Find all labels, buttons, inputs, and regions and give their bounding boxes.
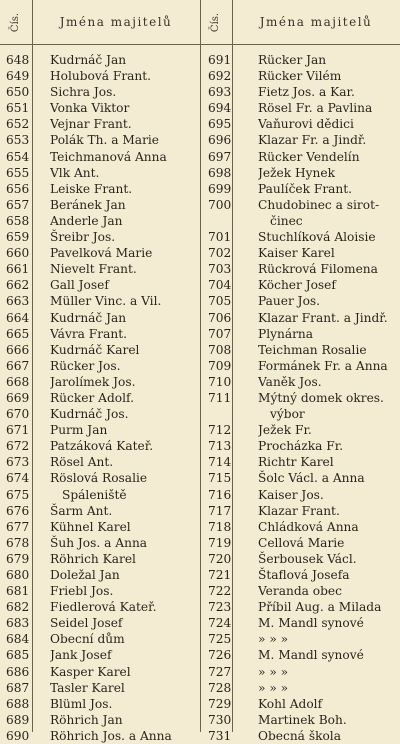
header-owners-left: Jména majitelů [59, 15, 173, 29]
owner-name-right: Ježek Fr. [258, 423, 312, 438]
owner-name-left: Spáleniště [62, 487, 127, 502]
lot-number-left: 662 [6, 278, 30, 293]
owner-name-right: Rücker Vilém [258, 69, 342, 84]
lot-number-right: 698 [208, 165, 232, 180]
header-number-right: Čís. [210, 12, 222, 32]
lot-number-left: 667 [6, 358, 30, 373]
lot-number-right: 725 [208, 632, 232, 647]
owner-name-left: Purm Jan [50, 423, 108, 438]
owner-name-left: Kühnel Karel [50, 519, 131, 534]
lot-number-left: 672 [6, 439, 30, 454]
owner-name-right: Chudobinec a sirot- [258, 197, 380, 212]
lot-number-right: 719 [208, 535, 232, 550]
owner-name-left: Röhrich Karel [50, 551, 136, 566]
owner-name-left: Rücker Adolf. [50, 390, 134, 405]
lot-number-left: 681 [6, 584, 30, 599]
header-number-left: Čís. [10, 12, 22, 32]
table-row [0, 680, 400, 696]
owner-name-left: Patzáková Kateř. [50, 439, 154, 454]
lot-number-left: 666 [6, 342, 30, 357]
lot-number-right: 726 [208, 648, 232, 663]
owner-name-left: Nievelt Frant. [50, 262, 137, 277]
owner-name-right: Kohl Adolf [258, 696, 323, 711]
owner-name-left: Sichra Jos. [50, 85, 117, 100]
owner-name-left: Jank Josef [50, 648, 112, 663]
owner-name-left: Kudrnáč Jos. [50, 407, 129, 422]
lot-number-right: 692 [208, 69, 232, 84]
lot-number-right: 731 [208, 728, 232, 743]
owner-name-left: Vávra Frant. [50, 326, 127, 341]
owner-name-right: Rücker Vendelín [258, 149, 360, 164]
lot-number-right: 708 [208, 342, 232, 357]
owner-name-right: Příbil Aug. a Milada [258, 600, 382, 615]
lot-number-left: 650 [6, 85, 30, 100]
lot-number-right: 714 [208, 455, 232, 470]
table-row [0, 438, 400, 454]
owner-name-right: » » » [258, 632, 289, 647]
lot-number-right: 712 [208, 423, 232, 438]
lot-number-right: 694 [208, 101, 232, 116]
lot-number-left: 679 [6, 551, 30, 566]
lot-number-right: 703 [208, 262, 232, 277]
lot-number-left: 653 [6, 133, 30, 148]
owner-name-right: Martinek Boh. [258, 712, 347, 727]
owner-name-left: Friebl Jos. [50, 584, 114, 599]
table-row [0, 229, 400, 245]
owner-name-left: Beránek Jan [50, 197, 126, 212]
owner-name-right: Veranda obec [258, 584, 342, 599]
owner-name-right: Kaiser Jos. [258, 487, 324, 502]
lot-number-right: 707 [208, 326, 232, 341]
owner-name-right: Teichman Rosalie [258, 342, 367, 357]
lot-number-left: 676 [6, 503, 30, 518]
lot-number-right: 720 [208, 551, 232, 566]
owner-name-left: Gall Josef [50, 278, 109, 293]
table-row [0, 132, 400, 148]
owner-name-right: » » » [258, 680, 289, 695]
lot-number-left: 674 [6, 471, 30, 486]
lot-number-right: 693 [208, 85, 232, 100]
lot-number-right: 724 [208, 616, 232, 631]
lot-number-left: 687 [6, 680, 30, 695]
owner-name-left: Polák Th. a Marie [50, 133, 160, 148]
lot-number-right: 701 [208, 230, 232, 245]
lot-number-left: 663 [6, 294, 30, 309]
owner-name-right: Procházka Fr. [258, 439, 344, 454]
table-row [0, 213, 400, 229]
table-row [0, 165, 400, 181]
table-row [0, 454, 400, 470]
owner-name-left: Pavelková Marie [50, 246, 153, 261]
owner-name-right: Vaňurovi dědici [258, 117, 354, 132]
table-row [0, 116, 400, 132]
owner-name-left: Röhrich Jos. a Anna [50, 728, 172, 743]
owner-name-left: Kudrnáč Jan [50, 310, 127, 325]
table-row [0, 197, 400, 213]
owner-name-right: Paulíček Frant. [258, 181, 353, 196]
owner-list [0, 52, 400, 744]
owner-name-right: Šolc Václ. a Anna [258, 471, 365, 486]
owner-name-right: Richtr Karel [258, 455, 334, 470]
table-row [0, 696, 400, 712]
owner-name-right: činec [270, 213, 303, 228]
table-row [0, 631, 400, 647]
owner-name-left: Vonka Viktor [50, 101, 130, 116]
lot-number-right: 691 [208, 53, 232, 67]
owner-name-right: Stuchlíková Aloisie [258, 230, 376, 245]
owner-name-left: Vejnar Frant. [50, 117, 132, 132]
owner-name-right: Vaněk Jos. [258, 374, 322, 389]
lot-number-left: 660 [6, 246, 30, 261]
table-row [0, 535, 400, 551]
owner-name-left: Tasler Karel [50, 680, 125, 695]
table-row [0, 615, 400, 631]
table-row [0, 358, 400, 374]
owner-name-right: Formánek Fr. a Anna [258, 358, 388, 373]
table-row [0, 567, 400, 583]
lot-number-left: 673 [6, 455, 30, 470]
lot-number-right: 713 [208, 439, 232, 454]
table-row [0, 293, 400, 309]
lot-number-left: 684 [6, 632, 30, 647]
lot-number-right: 709 [208, 358, 232, 373]
lot-number-right: 704 [208, 278, 232, 293]
owner-name-right: Klazar Frant. a Jindř. [258, 310, 388, 325]
lot-number-right: 729 [208, 696, 232, 711]
lot-number-left: 659 [6, 230, 30, 245]
table-row [0, 261, 400, 277]
owner-name-right: Klazar Frant. [258, 503, 340, 518]
owner-name-right: výbor [270, 407, 305, 422]
lot-number-left: 665 [6, 326, 30, 341]
owner-name-right: Štaflová Josefa [258, 568, 350, 582]
lot-number-left: 669 [6, 390, 30, 405]
lot-number-left: 657 [6, 197, 30, 212]
table-row [0, 599, 400, 615]
owner-name-right: M. Mandl synové [258, 616, 364, 631]
lot-number-left: 680 [6, 568, 30, 582]
lot-number-left: 685 [6, 648, 30, 663]
table-row [0, 326, 400, 342]
table-row [0, 245, 400, 261]
table-row [0, 728, 400, 744]
owner-name-left: Vlk Ant. [50, 165, 100, 180]
owner-name-left: Blüml Jos. [50, 696, 113, 711]
lot-number-right: 695 [208, 117, 232, 132]
owner-name-left: Šarm Ant. [50, 503, 113, 518]
table-row [0, 277, 400, 293]
table-row [0, 422, 400, 438]
lot-number-left: 648 [6, 53, 30, 67]
owner-name-left: Šuh Jos. a Anna [50, 535, 148, 550]
lot-number-right: 717 [208, 503, 232, 518]
owner-name-left: Röslová Rosalie [50, 471, 148, 486]
lot-number-left: 682 [6, 600, 30, 615]
table-row [0, 470, 400, 486]
table-row [0, 310, 400, 326]
owner-name-right: M. Mandl synové [258, 648, 364, 663]
table-row [0, 583, 400, 599]
owner-name-left: Anderle Jan [50, 213, 123, 228]
owner-name-right: Rösel Fr. a Pavlina [258, 101, 373, 116]
table-row [0, 374, 400, 390]
owner-name-left: Holubová Frant. [50, 69, 152, 84]
owner-name-left: Rücker Jos. [50, 358, 121, 373]
lot-number-left: 683 [6, 616, 30, 631]
table-row [0, 100, 400, 116]
lot-number-left: 651 [6, 101, 30, 116]
table-row [0, 342, 400, 358]
table-row [0, 519, 400, 535]
lot-number-right: 730 [208, 712, 232, 727]
lot-number-left: 686 [6, 664, 30, 679]
owner-name-right: Chládková Anna [258, 519, 359, 534]
owner-name-right: Obecná škola [258, 728, 341, 743]
lot-number-left: 675 [6, 487, 30, 502]
header-owners-right: Jména majitelů [259, 15, 373, 29]
lot-number-left: 664 [6, 310, 30, 325]
owner-name-right: Cellová Marie [258, 535, 345, 550]
lot-number-left: 652 [6, 117, 30, 132]
lot-number-left: 668 [6, 374, 30, 389]
table-row [0, 52, 400, 68]
lot-number-right: 722 [208, 584, 232, 599]
owner-name-left: Rösel Ant. [50, 455, 114, 470]
lot-number-left: 690 [6, 728, 30, 743]
lot-number-right: 702 [208, 246, 232, 261]
lot-number-right: 705 [208, 294, 232, 309]
lot-number-right: 723 [208, 600, 232, 615]
owner-name-right: » » » [258, 664, 289, 679]
table-row [0, 181, 400, 197]
lot-number-right: 718 [208, 519, 232, 534]
owner-name-right: Pauer Jos. [258, 294, 321, 309]
lot-number-right: 699 [208, 181, 232, 196]
owner-name-right: Rückrová Filomena [258, 262, 378, 277]
lot-number-right: 710 [208, 374, 232, 389]
owner-name-left: Röhrich Jan [50, 712, 123, 727]
table-row [0, 664, 400, 680]
table-row [0, 503, 400, 519]
lot-number-right: 715 [208, 471, 232, 486]
owner-name-left: Teichmanová Anna [50, 149, 167, 164]
owner-name-right: Ježek Hynek [258, 165, 335, 180]
lot-number-right: 721 [208, 568, 232, 582]
owner-name-right: Fietz Jos. a Kar. [258, 85, 355, 100]
table-row [0, 551, 400, 567]
lot-number-right: 697 [208, 149, 232, 164]
owner-name-right: Mýtný domek okres. [258, 390, 384, 405]
table-row [0, 68, 400, 84]
lot-number-right: 728 [208, 680, 232, 695]
lot-number-left: 655 [6, 165, 30, 180]
owner-name-left: Obecní dům [50, 632, 125, 647]
owner-name-left: Fiedlerová Kateř. [50, 600, 157, 615]
owner-name-right: Köcher Josef [258, 278, 336, 293]
table-row [0, 647, 400, 663]
lot-number-left: 661 [6, 262, 30, 277]
lot-number-left: 656 [6, 181, 30, 196]
owner-name-left: Müller Vinc. a Vil. [50, 294, 162, 309]
lot-number-left: 677 [6, 519, 30, 534]
owner-name-left: Kasper Karel [50, 664, 131, 679]
owner-name-left: Kudrnáč Karel [50, 342, 140, 357]
table-row [0, 390, 400, 406]
owner-name-right: Šerbousek Václ. [258, 551, 357, 566]
lot-number-left: 658 [6, 213, 30, 228]
lot-number-left: 649 [6, 69, 30, 84]
lot-number-left: 688 [6, 696, 30, 711]
lot-number-right: 727 [208, 664, 232, 679]
lot-number-left: 689 [6, 712, 30, 727]
owner-name-right: Rücker Jan [258, 53, 327, 67]
owner-name-right: Kaiser Karel [258, 246, 335, 261]
owner-name-left: Doležal Jan [50, 568, 120, 582]
owner-name-left: Jarolímek Jos. [50, 374, 136, 389]
lot-number-left: 671 [6, 423, 30, 438]
owner-name-left: Kudrnáč Jan [50, 53, 127, 67]
owner-name-right: Klazar Fr. a Jindř. [258, 133, 367, 148]
lot-number-right: 711 [208, 390, 232, 405]
table-row [0, 406, 400, 422]
owner-name-right: Plynárna [258, 326, 314, 341]
owner-name-left: Šreibr Jos. [50, 230, 116, 245]
lot-number-left: 654 [6, 149, 30, 164]
owner-name-left: Seidel Josef [50, 616, 123, 631]
lot-number-right: 706 [208, 310, 232, 325]
table-row [0, 487, 400, 503]
lot-number-right: 696 [208, 133, 232, 148]
table-row [0, 84, 400, 100]
table-row [0, 149, 400, 165]
lot-number-right: 716 [208, 487, 232, 502]
lot-number-left: 670 [6, 407, 30, 422]
owner-name-left: Leiske Frant. [50, 181, 133, 196]
lot-number-left: 678 [6, 535, 30, 550]
table-row [0, 712, 400, 728]
lot-number-right: 700 [208, 197, 232, 212]
